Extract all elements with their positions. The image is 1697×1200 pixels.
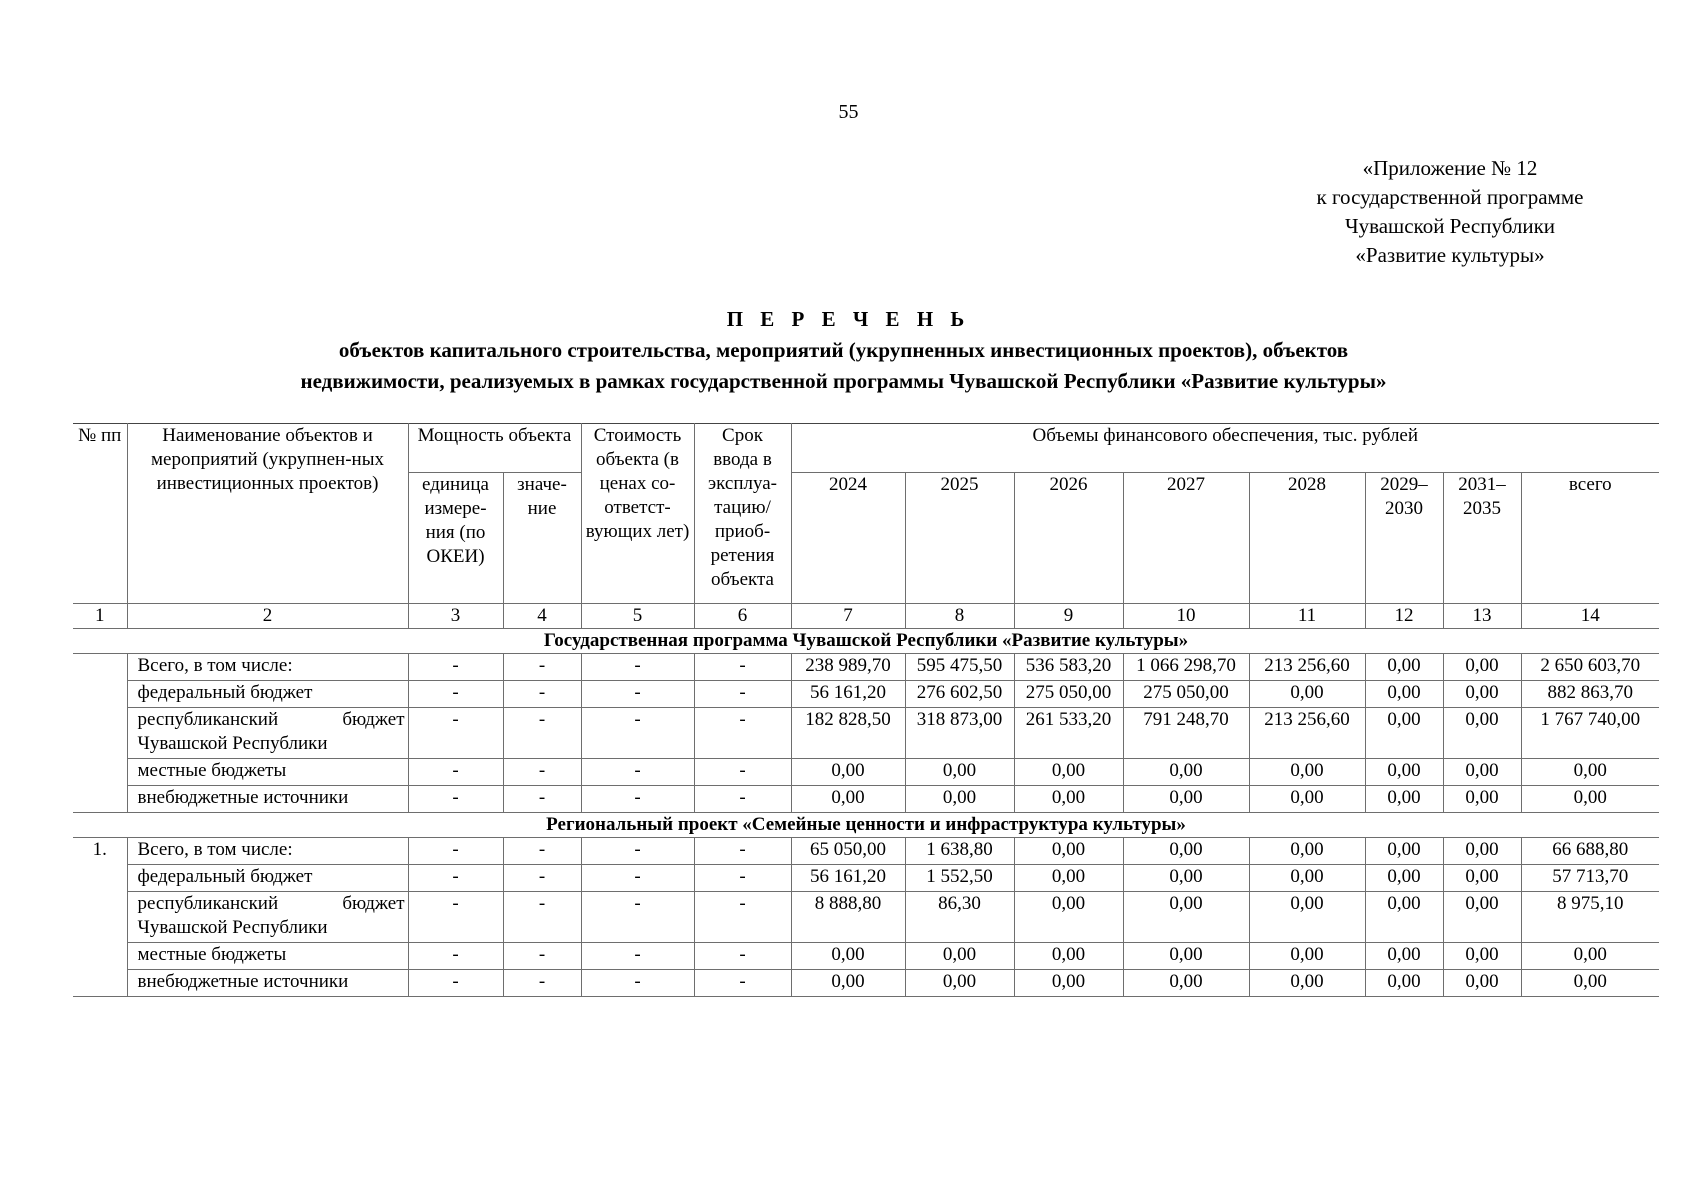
dash-cell: - xyxy=(581,838,694,865)
dash-cell: - xyxy=(503,970,581,997)
value-cell: 0,00 xyxy=(1365,708,1443,759)
appendix-reference xyxy=(1220,154,1680,270)
value-cell: 275 050,00 xyxy=(1014,681,1123,708)
column-number: 12 xyxy=(1365,604,1443,629)
section-title-row xyxy=(73,629,1659,654)
appendix-line: к государственной программе xyxy=(1316,185,1584,209)
value-cell: 57 713,70 xyxy=(1521,865,1659,892)
column-number: 9 xyxy=(1014,604,1123,629)
objects-table xyxy=(73,423,1659,997)
row-number xyxy=(73,654,127,813)
row-name: республиканский бюджет Чувашской Республики xyxy=(127,708,408,759)
value-cell: 0,00 xyxy=(1521,943,1659,970)
header-capacity: Мощность объекта xyxy=(408,424,581,473)
value-cell: 0,00 xyxy=(905,970,1014,997)
dash-cell: - xyxy=(581,865,694,892)
header-value: значе-ние xyxy=(503,473,581,604)
value-cell: 1 767 740,00 xyxy=(1521,708,1659,759)
document-subtitle-line2: недвижимости, реализуемых в рамках государственной программы Чувашской Республики «Развитие культуры» xyxy=(300,369,1387,393)
dash-cell: - xyxy=(694,654,791,681)
value-cell: 0,00 xyxy=(1123,838,1249,865)
dash-cell: - xyxy=(694,786,791,813)
value-cell: 1 638,80 xyxy=(905,838,1014,865)
value-cell: 0,00 xyxy=(1249,865,1365,892)
table-row xyxy=(73,892,1659,943)
dash-cell: - xyxy=(581,786,694,813)
column-number: 5 xyxy=(581,604,694,629)
table-row xyxy=(73,708,1659,759)
value-cell: 2 650 603,70 xyxy=(1521,654,1659,681)
value-cell: 0,00 xyxy=(1443,892,1521,943)
table-row xyxy=(73,865,1659,892)
value-cell: 182 828,50 xyxy=(791,708,905,759)
dash-cell: - xyxy=(408,892,503,943)
appendix-line: Чувашской Республики xyxy=(1344,214,1556,238)
column-number: 14 xyxy=(1521,604,1659,629)
table-row xyxy=(73,786,1659,813)
value-cell: 0,00 xyxy=(1443,786,1521,813)
value-cell: 0,00 xyxy=(1123,786,1249,813)
value-cell: 1 066 298,70 xyxy=(1123,654,1249,681)
dash-cell: - xyxy=(581,892,694,943)
value-cell: 0,00 xyxy=(1521,970,1659,997)
row-name: федеральный бюджет xyxy=(127,865,408,892)
value-cell: 261 533,20 xyxy=(1014,708,1123,759)
dash-cell: - xyxy=(581,681,694,708)
header-year: 2026 xyxy=(1014,473,1123,604)
value-cell: 56 161,20 xyxy=(791,681,905,708)
document-subtitle-wrap xyxy=(0,338,1697,363)
dash-cell: - xyxy=(503,681,581,708)
table-row xyxy=(73,681,1659,708)
column-number: 1 xyxy=(73,604,127,629)
dash-cell: - xyxy=(503,654,581,681)
value-cell: 0,00 xyxy=(1014,970,1123,997)
header-unit: единица измере-ния (по ОКЕИ) xyxy=(408,473,503,604)
header-num: № пп xyxy=(73,424,127,604)
value-cell: 0,00 xyxy=(1014,943,1123,970)
value-cell: 0,00 xyxy=(1443,943,1521,970)
dash-cell: - xyxy=(503,786,581,813)
section-title-row xyxy=(73,813,1659,838)
dash-cell: - xyxy=(408,838,503,865)
dash-cell: - xyxy=(408,865,503,892)
header-year: 2027 xyxy=(1123,473,1249,604)
value-cell: 0,00 xyxy=(1249,681,1365,708)
dash-cell: - xyxy=(408,759,503,786)
column-number: 4 xyxy=(503,604,581,629)
dash-cell: - xyxy=(503,838,581,865)
header-year: 2025 xyxy=(905,473,1014,604)
value-cell: 0,00 xyxy=(1014,759,1123,786)
column-number: 7 xyxy=(791,604,905,629)
row-name: внебюджетные источники xyxy=(127,970,408,997)
dash-cell: - xyxy=(694,681,791,708)
dash-cell: - xyxy=(581,759,694,786)
value-cell: 8 888,80 xyxy=(791,892,905,943)
value-cell: 0,00 xyxy=(1365,892,1443,943)
dash-cell: - xyxy=(694,838,791,865)
value-cell: 0,00 xyxy=(1443,865,1521,892)
value-cell: 65 050,00 xyxy=(791,838,905,865)
dash-cell: - xyxy=(503,892,581,943)
value-cell: 0,00 xyxy=(905,943,1014,970)
value-cell: 238 989,70 xyxy=(791,654,905,681)
header-year: 2028 xyxy=(1249,473,1365,604)
value-cell: 595 475,50 xyxy=(905,654,1014,681)
dash-cell: - xyxy=(408,970,503,997)
dash-cell: - xyxy=(694,970,791,997)
column-number: 11 xyxy=(1249,604,1365,629)
dash-cell: - xyxy=(694,892,791,943)
dash-cell: - xyxy=(694,759,791,786)
value-cell: 791 248,70 xyxy=(1123,708,1249,759)
row-name: федеральный бюджет xyxy=(127,681,408,708)
value-cell: 0,00 xyxy=(791,943,905,970)
dash-cell: - xyxy=(581,943,694,970)
column-number: 2 xyxy=(127,604,408,629)
value-cell: 0,00 xyxy=(1365,943,1443,970)
value-cell: 0,00 xyxy=(905,759,1014,786)
value-cell: 0,00 xyxy=(1014,838,1123,865)
value-cell: 0,00 xyxy=(1365,681,1443,708)
table-row xyxy=(73,838,1659,865)
value-cell: 0,00 xyxy=(791,759,905,786)
value-cell: 66 688,80 xyxy=(1521,838,1659,865)
column-number: 10 xyxy=(1123,604,1249,629)
dash-cell: - xyxy=(503,943,581,970)
value-cell: 0,00 xyxy=(1365,654,1443,681)
value-cell: 318 873,00 xyxy=(905,708,1014,759)
table-header-row xyxy=(73,424,1659,473)
column-number-row xyxy=(73,604,1659,629)
value-cell: 0,00 xyxy=(1249,838,1365,865)
dash-cell: - xyxy=(503,865,581,892)
dash-cell: - xyxy=(408,681,503,708)
value-cell: 0,00 xyxy=(1014,892,1123,943)
value-cell: 0,00 xyxy=(1365,786,1443,813)
document-heading: П Е Р Е Ч Е Н Ь xyxy=(726,307,971,331)
value-cell: 0,00 xyxy=(1014,786,1123,813)
value-cell: 0,00 xyxy=(1249,892,1365,943)
table-row xyxy=(73,759,1659,786)
value-cell: 275 050,00 xyxy=(1123,681,1249,708)
dash-cell: - xyxy=(503,759,581,786)
value-cell: 0,00 xyxy=(1443,970,1521,997)
row-name: внебюджетные источники xyxy=(127,786,408,813)
header-name: Наименование объектов и мероприятий (укрупнен-ных инвестиционных проектов) xyxy=(127,424,408,604)
dash-cell: - xyxy=(694,865,791,892)
dash-cell: - xyxy=(408,708,503,759)
page-number: 55 xyxy=(838,101,859,123)
header-year: 2024 xyxy=(791,473,905,604)
table-row xyxy=(73,943,1659,970)
dash-cell: - xyxy=(581,970,694,997)
header-year: 2029–2030 xyxy=(1365,473,1443,604)
header-funding: Объемы финансового обеспечения, тыс. рублей xyxy=(791,424,1659,473)
header-cost: Стоимость объекта (в ценах со-ответст-вующих лет) xyxy=(581,424,694,604)
row-name: местные бюджеты xyxy=(127,943,408,970)
value-cell: 213 256,60 xyxy=(1249,708,1365,759)
column-number: 8 xyxy=(905,604,1014,629)
value-cell: 536 583,20 xyxy=(1014,654,1123,681)
appendix-line: «Развитие культуры» xyxy=(1355,243,1545,267)
value-cell: 8 975,10 xyxy=(1521,892,1659,943)
section-title: Региональный проект «Семейные ценности и инфраструктура культуры» xyxy=(73,813,1659,838)
document-subtitle-line1: объектов капитального строительства, мероприятий (укрупненных инвестиционных проектов), объектов xyxy=(338,338,1349,362)
dash-cell: - xyxy=(503,708,581,759)
value-cell: 1 552,50 xyxy=(905,865,1014,892)
value-cell: 0,00 xyxy=(1014,865,1123,892)
value-cell: 0,00 xyxy=(1443,838,1521,865)
row-name: Всего, в том числе: xyxy=(127,654,408,681)
column-number: 3 xyxy=(408,604,503,629)
header-term: Срок ввода в эксплуа-тацию/ приоб-ретения объекта xyxy=(694,424,791,604)
value-cell: 0,00 xyxy=(1443,654,1521,681)
appendix-line: «Приложение № 12 xyxy=(1362,156,1538,180)
value-cell: 0,00 xyxy=(1365,838,1443,865)
value-cell: 0,00 xyxy=(1365,759,1443,786)
value-cell: 0,00 xyxy=(1123,943,1249,970)
row-name: Всего, в том числе: xyxy=(127,838,408,865)
header-year: 2031–2035 xyxy=(1443,473,1521,604)
row-name: местные бюджеты xyxy=(127,759,408,786)
value-cell: 0,00 xyxy=(1365,865,1443,892)
value-cell: 0,00 xyxy=(1443,681,1521,708)
document-subtitle-wrap xyxy=(0,369,1697,394)
dash-cell: - xyxy=(581,708,694,759)
dash-cell: - xyxy=(408,943,503,970)
value-cell: 213 256,60 xyxy=(1249,654,1365,681)
value-cell: 0,00 xyxy=(1249,943,1365,970)
value-cell: 0,00 xyxy=(1123,892,1249,943)
value-cell: 0,00 xyxy=(1249,759,1365,786)
value-cell: 0,00 xyxy=(1443,708,1521,759)
value-cell: 0,00 xyxy=(1521,759,1659,786)
dash-cell: - xyxy=(694,708,791,759)
value-cell: 882 863,70 xyxy=(1521,681,1659,708)
table-row xyxy=(73,654,1659,681)
value-cell: 276 602,50 xyxy=(905,681,1014,708)
dash-cell: - xyxy=(581,654,694,681)
dash-cell: - xyxy=(408,654,503,681)
value-cell: 0,00 xyxy=(1249,786,1365,813)
value-cell: 0,00 xyxy=(1123,759,1249,786)
value-cell: 86,30 xyxy=(905,892,1014,943)
table-row xyxy=(73,970,1659,997)
dash-cell: - xyxy=(694,943,791,970)
value-cell: 0,00 xyxy=(905,786,1014,813)
section-title: Государственная программа Чувашской Республики «Развитие культуры» xyxy=(73,629,1659,654)
dash-cell: - xyxy=(408,786,503,813)
value-cell: 0,00 xyxy=(1123,865,1249,892)
row-number: 1. xyxy=(73,838,127,997)
value-cell: 0,00 xyxy=(1123,970,1249,997)
value-cell: 0,00 xyxy=(791,786,905,813)
column-number: 13 xyxy=(1443,604,1521,629)
value-cell: 56 161,20 xyxy=(791,865,905,892)
header-total: всего xyxy=(1521,473,1659,604)
value-cell: 0,00 xyxy=(1249,970,1365,997)
value-cell: 0,00 xyxy=(791,970,905,997)
value-cell: 0,00 xyxy=(1443,759,1521,786)
row-name: республиканский бюджет Чувашской Республики xyxy=(127,892,408,943)
column-number: 6 xyxy=(694,604,791,629)
value-cell: 0,00 xyxy=(1365,970,1443,997)
value-cell: 0,00 xyxy=(1521,786,1659,813)
